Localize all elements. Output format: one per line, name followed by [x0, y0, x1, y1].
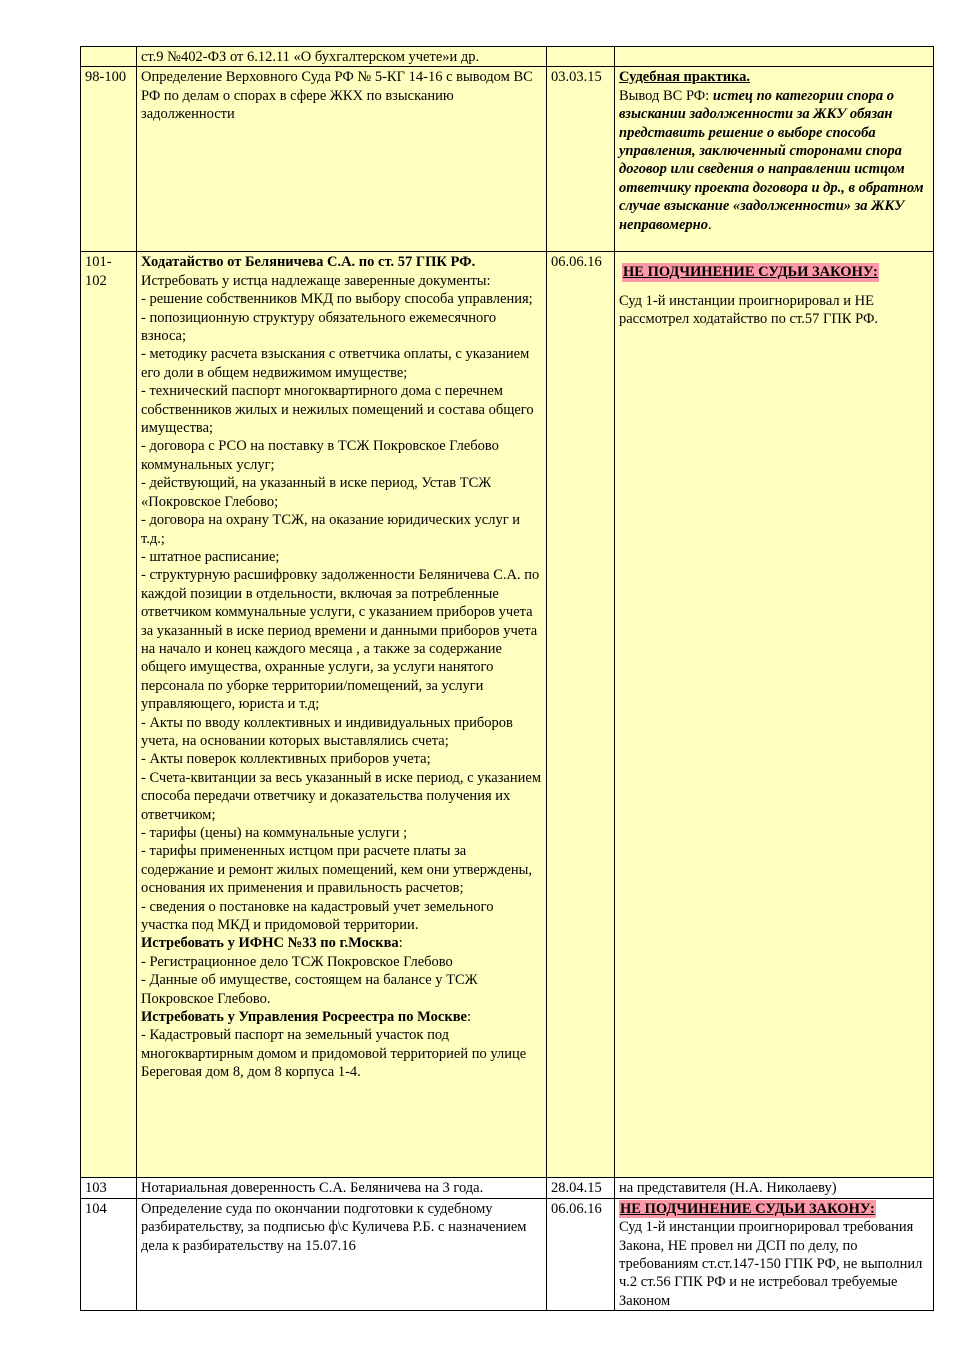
table-row: [81, 1198, 934, 1310]
petition-line: - методику расчета взыскания с ответчика оплаты, с указанием его доли в общем недвижимом имуществе;: [141, 346, 530, 381]
violation-alert: НЕ ПОДЧИНЕНИЕ СУДЬИ ЗАКОНУ:: [620, 1200, 875, 1217]
row-date: 06.06.16: [547, 252, 615, 1178]
petition-line: - штатное расписание;: [141, 548, 280, 565]
row-description: Нотариальная доверенность С.А. Беляничева на 3 года.: [137, 1178, 547, 1198]
note-lead: Вывод ВС РФ:: [619, 87, 710, 104]
ifns-line: - Регистрационное дело ТСЖ Покровское Глебово: [141, 953, 453, 970]
row-date: [547, 47, 615, 67]
rosreestr-heading: Истребовать у Управления Росреестра по Москве:: [141, 1009, 471, 1026]
row-number: 104: [81, 1198, 137, 1310]
row-number: 101-102: [81, 252, 137, 1178]
row-note: [615, 252, 934, 1178]
petition-line: - структурную расшифровку задолженности Беляничева С.А. по каждой позиции в отдельности, включая за потребленные ответчиком коммунальные услуги, с указанием приборов учета за указанный в иске период времени и данными приборов учета на начало и конец каждого месяца , а также за содержание общего имущества, охранные услуги, за услуги нанятого персонала по уборке территории/помещений, за услуги управляющего, юриста и т.д;: [141, 567, 540, 713]
row-number: 103: [81, 1178, 137, 1198]
row-description: [137, 252, 547, 1178]
note-end: .: [707, 216, 712, 233]
note-text: Суд 1-й инстанции проигнорировал и НЕ рассмотрел ходатайство по ст.57 ГПК РФ.: [619, 292, 879, 328]
row-date: 06.06.16: [547, 1198, 615, 1310]
row-number: [81, 47, 137, 67]
petition-line: - действующий, на указанный в иске период, Устав ТСЖ «Покровское Глебово;: [141, 475, 492, 510]
petition-line: - Счета-квитанции за весь указанный в иске период, с указанием способа передачи ответчику и доказательства получения их ответчиком;: [141, 769, 541, 823]
petition-line: - договора на охрану ТСЖ, на оказание юридических услуг и т.д.;: [141, 512, 521, 547]
row-number: 98-100: [81, 67, 137, 252]
note-heading: Судебная практика.: [619, 69, 751, 86]
petition-line: - тарифы примененных истцом при расчете платы за содержание и ремонт жилых помещений, кем они утверждены, основания их применения и правильность расчетов;: [141, 843, 532, 897]
row-note: [615, 67, 934, 252]
ifns-heading: Истребовать у ИФНС №33 по г.Москва:: [141, 935, 403, 952]
document-table: [80, 46, 934, 1311]
rosreestr-line: - Кадастровый паспорт на земельный участок под многоквартирным домом и придомовой территорией по улице Береговая дом 8, дом 8 корпуса 1-4.: [141, 1027, 527, 1081]
row-note: [615, 1198, 934, 1310]
spacer: [619, 253, 929, 263]
petition-line: - решение собственников МКД по выбору способа управления;: [141, 291, 533, 308]
violation-alert: НЕ ПОДЧИНЕНИЕ СУДЬИ ЗАКОНУ:: [623, 264, 878, 281]
petition-line: Истребовать у истца надлежаще заверенные документы:: [141, 272, 491, 289]
petition-line: - Акты по вводу коллективных и индивидуальных приборов учета, на основании которых выставлялись счета;: [141, 714, 513, 749]
petition-line: - тарифы (цены) на коммунальные услуги ;: [141, 825, 408, 841]
note-emphasis: истец по категории спора о взыскании задолженности за ЖКУ обязан представить решение о выборе способа управления, заключенный сторонами спора договор или сведения о направлении истцом ответчику проекта договора и др., в обратном случае взыскание «задолженности» за ЖКУ неправомерно: [619, 87, 924, 233]
row-note: [615, 47, 934, 67]
petition-line: - договора с РСО на поставку в ТСЖ Покровское Глебово коммунальных услуг;: [141, 438, 499, 473]
row-description: ст.9 №402-ФЗ от 6.12.11 «О бухгалтерском учете»и др.: [137, 47, 547, 67]
table-row: [81, 67, 934, 252]
table-row: [81, 1178, 934, 1198]
row-date: 28.04.15: [547, 1178, 615, 1198]
table-row: [81, 47, 934, 67]
ifns-line: - Данные об имуществе, состоящем на балансе у ТСЖ Покровское Глебово.: [141, 972, 478, 1007]
petition-line: - попозиционную структуру обязательного ежемесячного взноса;: [141, 309, 497, 345]
row-date: 03.03.15: [547, 67, 615, 252]
petition-line: - Акты поверок коллективных приборов учета;: [141, 751, 431, 768]
petition-title: Ходатайство от Беляничева С.А. по ст. 57 ГПК РФ.: [141, 254, 476, 271]
note-text: Суд 1-й инстанции проигнорировал требования Закона, НЕ провел ни ДСП по делу, по требованиям ст.ст.147-150 ГПК РФ, не выполнил ч.2 ст.56 ГПК РФ и не истребовал требуемые Законом: [619, 1219, 923, 1309]
petition-line: - сведения о постановке на кадастровый учет земельного участка под МКД и придомовой территории.: [141, 898, 494, 934]
spacer: [619, 282, 929, 292]
petition-line: - технический паспорт многоквартирного дома с перечнем собственников жилых и нежилых помещений и состава общего имущества;: [141, 383, 534, 437]
row-description: Определение суда по окончании подготовки к судебному разбирательству, за подписью ф\с Куличева Р.Б. с назначением дела к разбирательству на 15.07.16: [137, 1198, 547, 1310]
row-note: на представителя (Н.А. Николаеву): [615, 1178, 934, 1198]
table-row: [81, 252, 934, 1178]
row-description: Определение Верховного Суда РФ № 5-КГ 14-16 с выводом ВС РФ по делам о спорах в сфере ЖКХ по взысканию задолженности: [137, 67, 547, 252]
